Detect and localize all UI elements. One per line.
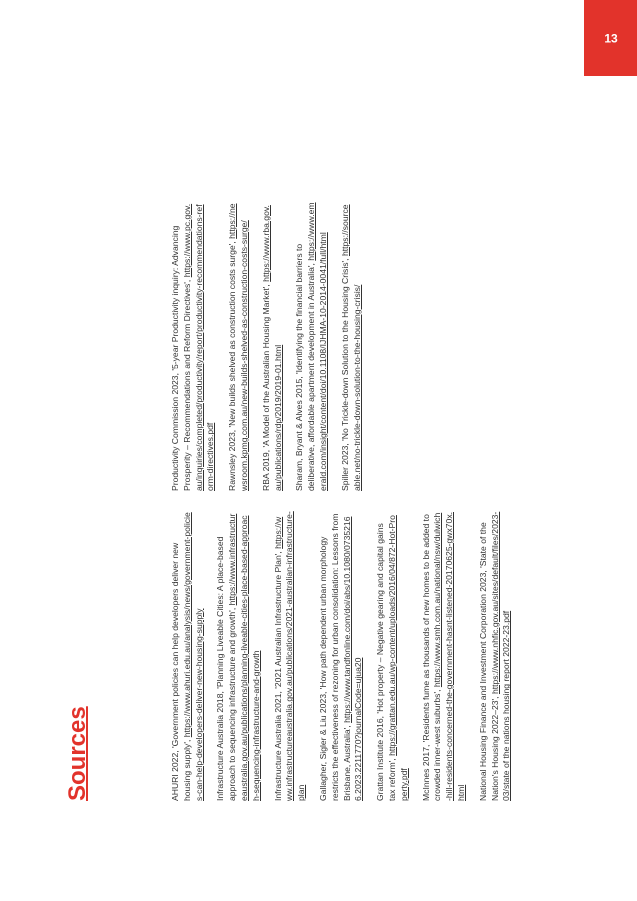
- reference-item: [421, 511, 468, 801]
- reference-text: Gallagher, Sigler & Liu 2023, 'How path dependent urban morphology restricts the effectiveness of rezoning for urban consolidation: Lessons from Brisbane, Australia',: [317, 513, 352, 801]
- sources-heading: Sources: [64, 706, 91, 801]
- reference-item: [478, 511, 513, 801]
- reference-link[interactable]: https://www.smh.com.au/national/nsw/dulwich-hill-residents-concerned-the-government-hasnt-listened-20170625-gwx70x.html: [432, 512, 466, 801]
- reference-text: Productivity Commission 2023, '5-year Productivity inquiry: Advancing Prosperity – Recommendations and Reform Directives',: [170, 225, 192, 491]
- reference-text: Infrastructure Australia 2018, 'Planning Liveable Cities: A place-based approach to sequencing infrastructure and growth',: [215, 536, 238, 801]
- references-column-right: [170, 201, 373, 491]
- reference-item: [273, 511, 308, 801]
- reference-item: [261, 201, 285, 491]
- reference-item: [170, 511, 205, 801]
- reference-text: AHURI 2022, 'Government policies can help developers deliver new housing supply',: [170, 542, 192, 801]
- reference-link[interactable]: https://www.tandfonline.com/doi/abs/10.1080/07352166.2023.2211770?journalCode=ujua20: [341, 516, 364, 801]
- reference-link[interactable]: https://www.infrastructureaustralia.gov.au/publications/planning-liveable-cities-place-based-approach-sequencing-infrastructure-and-growth: [227, 513, 261, 801]
- reference-text: Grattan Institute 2016, 'Hot property – Negative gearing and capital gains tax reform',: [375, 523, 397, 801]
- reference-text: Infrastructure Australia 2021, '2021 Australian Infrastructure Plan',: [272, 548, 283, 801]
- reference-text: McInnes 2017, 'Residents fume as thousands of new homes to be added to crowded inner-west suburbs',: [420, 514, 443, 801]
- reference-item: [170, 201, 217, 491]
- reference-link[interactable]: https://sourceable.net/no-trickle-down-solution-to-the-housing-crisis/: [339, 204, 362, 491]
- reference-link[interactable]: https://www.emerald.com/insight/content/doi/10.1108/IJHMA-10-2014-0041/full/html: [306, 202, 328, 491]
- reference-link[interactable]: https://www.nhfic.gov.au/sites/default/files/2023-03/state of the nations housing report 2022-23.pdf: [489, 511, 512, 801]
- reference-item: [294, 201, 329, 491]
- reference-text: Rawnsley 2023, 'New builds shelved as construction costs surge',: [227, 238, 238, 491]
- reference-text: Spiller 2023, 'No Trickle-down Solution to the Housing Crisis',: [339, 256, 350, 491]
- reference-link[interactable]: https://www.ahuri.edu.au/analysis/news/government-policies-can-help-developers-deliver-new-housing-supply: [181, 512, 204, 801]
- reference-item: [227, 201, 251, 491]
- reference-link[interactable]: https://www.rba.gov.au/publications/rdp/2019/2019-01.html: [260, 205, 283, 491]
- references-column-left: [170, 511, 523, 801]
- reference-item: [318, 511, 365, 801]
- page-number-tab: [584, 0, 637, 76]
- page-number: 13: [603, 31, 618, 46]
- reference-text: Sharam, Bryant & Alves 2015, 'Identifying the financial barriers to deliberative, affordable apartment development in Australia',: [294, 243, 317, 491]
- reference-link[interactable]: https://newsroom.kpmg.com.au/new-builds-shelved-as-construction-costs-surge/: [227, 203, 249, 491]
- reference-item: [375, 511, 410, 801]
- reference-item: [340, 201, 364, 491]
- reference-link[interactable]: https://www.infrastructureaustralia.gov.au/publications/2021-australian-infrastructure-plan: [272, 511, 307, 801]
- reference-text: RBA 2019, 'A Model of the Australian Housing Market',: [260, 281, 271, 491]
- reference-link[interactable]: https://www.pc.gov.au/inquiries/completed/productivity/report/productivity-recommendations-reform-directives.pdf: [181, 203, 216, 491]
- reference-link[interactable]: https://grattan.edu.au/wp-content/uploads/2016/04/872-Hot-Property.pdf: [386, 515, 409, 801]
- reference-item: [215, 511, 262, 801]
- reference-text: National Housing Finance and Investment Corporation 2023, 'State of the Nation's Housing 2022–23',: [477, 522, 500, 801]
